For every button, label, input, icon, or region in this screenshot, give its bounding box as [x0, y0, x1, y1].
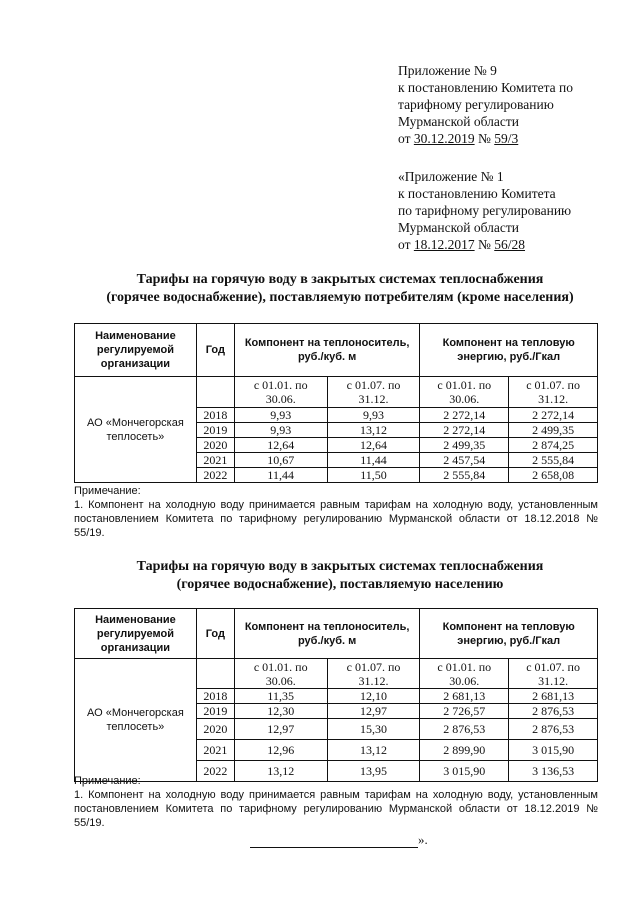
period-header: с 01.01. по 30.06.: [420, 659, 509, 689]
table-row: 2020 12,97 15,30 2 876,53 2 876,53: [75, 719, 598, 740]
appendix-date: 30.12.2019: [413, 131, 475, 146]
appendix-number: 56/28: [494, 237, 526, 252]
table-row: 2021 12,96 13,12 2 899,90 3 015,90: [75, 740, 598, 761]
period-header: с 01.07. по 31.12.: [509, 659, 598, 689]
appendix-line: по тарифному регулированию: [398, 203, 572, 218]
appendix-old-header: [398, 168, 571, 253]
closing-line: [250, 832, 428, 848]
col-comp2-header: Компонент на тепловую энергию, руб./Гкал: [420, 324, 598, 377]
table-row: 2019 9,93 13,12 2 272,14 2 499,35: [75, 423, 598, 438]
period-header: с 01.01. по 30.06.: [234, 659, 327, 689]
appendix-date: 18.12.2017: [413, 237, 475, 252]
col-org-header: Наименование регулируемой организации: [75, 324, 197, 377]
appendix-line: Мурманской области: [398, 114, 519, 129]
table2-title: Тарифы на горячую воду в закрытых системах теплоснабжения (горячее водоснабжение), поставляемую населению: [136, 559, 544, 592]
col-comp1-header: Компонент на теплоноситель, руб./куб. м: [234, 609, 420, 659]
table-row: 2021 10,67 11,44 2 457,54 2 555,84: [75, 453, 598, 468]
col-comp1-header: Компонент на теплоноситель, руб./куб. м: [234, 324, 420, 377]
period-header: с 01.07. по 31.12.: [327, 659, 420, 689]
table-row: 2022 11,44 11,50 2 555,84 2 658,08: [75, 468, 598, 483]
table-row: 2018 9,93 9,93 2 272,14 2 272,14: [75, 408, 598, 423]
org-name: АО «Мончегорская теплосеть»: [75, 659, 197, 782]
appendix-line: тарифному регулированию: [398, 97, 554, 112]
appendix-line: к постановлению Комитета: [398, 186, 556, 201]
table-row: 2020 12,64 12,64 2 499,35 2 874,25: [75, 438, 598, 453]
period-header: с 01.01. по 30.06.: [420, 377, 509, 408]
period-header: с 01.07. по 31.12.: [327, 377, 420, 408]
appendix-line: «Приложение № 1: [398, 169, 504, 184]
appendix-date-line: от 18.12.2017 № 56/28: [398, 237, 526, 252]
col-year-header: Год: [196, 609, 234, 659]
closing-quote: ».: [418, 832, 428, 847]
col-org-header: Наименование регулируемой организации: [75, 609, 197, 659]
table1-note: Примечание: 1. Компонент на холодную воду принимается равным тарифам на холодную воду, установленным постановлением Комитета по тарифному регулированию Мурманской области от 18.12.2018 № 55/19.: [74, 485, 598, 539]
appendix-date-line: от 30.12.2019 № 59/3: [398, 131, 519, 146]
appendix-line: к постановлению Комитета по: [398, 80, 573, 95]
col-comp2-header: Компонент на тепловую энергию, руб./Гкал: [420, 609, 598, 659]
table-row: 2022 13,12 13,95 3 015,90 3 136,53: [75, 761, 598, 782]
table2: [74, 608, 598, 782]
table-row: 2018 11,35 12,10 2 681,13 2 681,13: [75, 689, 598, 704]
appendix-header: [398, 62, 573, 147]
appendix-line: Приложение № 9: [398, 63, 497, 78]
signature-line: [250, 835, 418, 848]
table2-note: Примечание: 1. Компонент на холодную воду принимается равным тарифам на холодную воду, установленным постановлением Комитета по тарифному регулированию Мурманской области от 18.12.2019 № 55/19.: [74, 775, 598, 829]
table1: [74, 323, 598, 483]
appendix-line: Мурманской области: [398, 220, 519, 235]
period-header: с 01.01. по 30.06.: [234, 377, 327, 408]
period-header: с 01.07. по 31.12.: [509, 377, 598, 408]
col-year-header: Год: [196, 324, 234, 377]
table-row: 2019 12,30 12,97 2 726,57 2 876,53: [75, 704, 598, 719]
appendix-number: 59/3: [494, 131, 519, 146]
org-name: АО «Мончегорская теплосеть»: [75, 377, 197, 483]
table1-title: Тарифы на горячую воду в закрытых системах теплоснабжения (горячее водоснабжение), поставляемую потребителям (кроме населения): [106, 272, 574, 305]
